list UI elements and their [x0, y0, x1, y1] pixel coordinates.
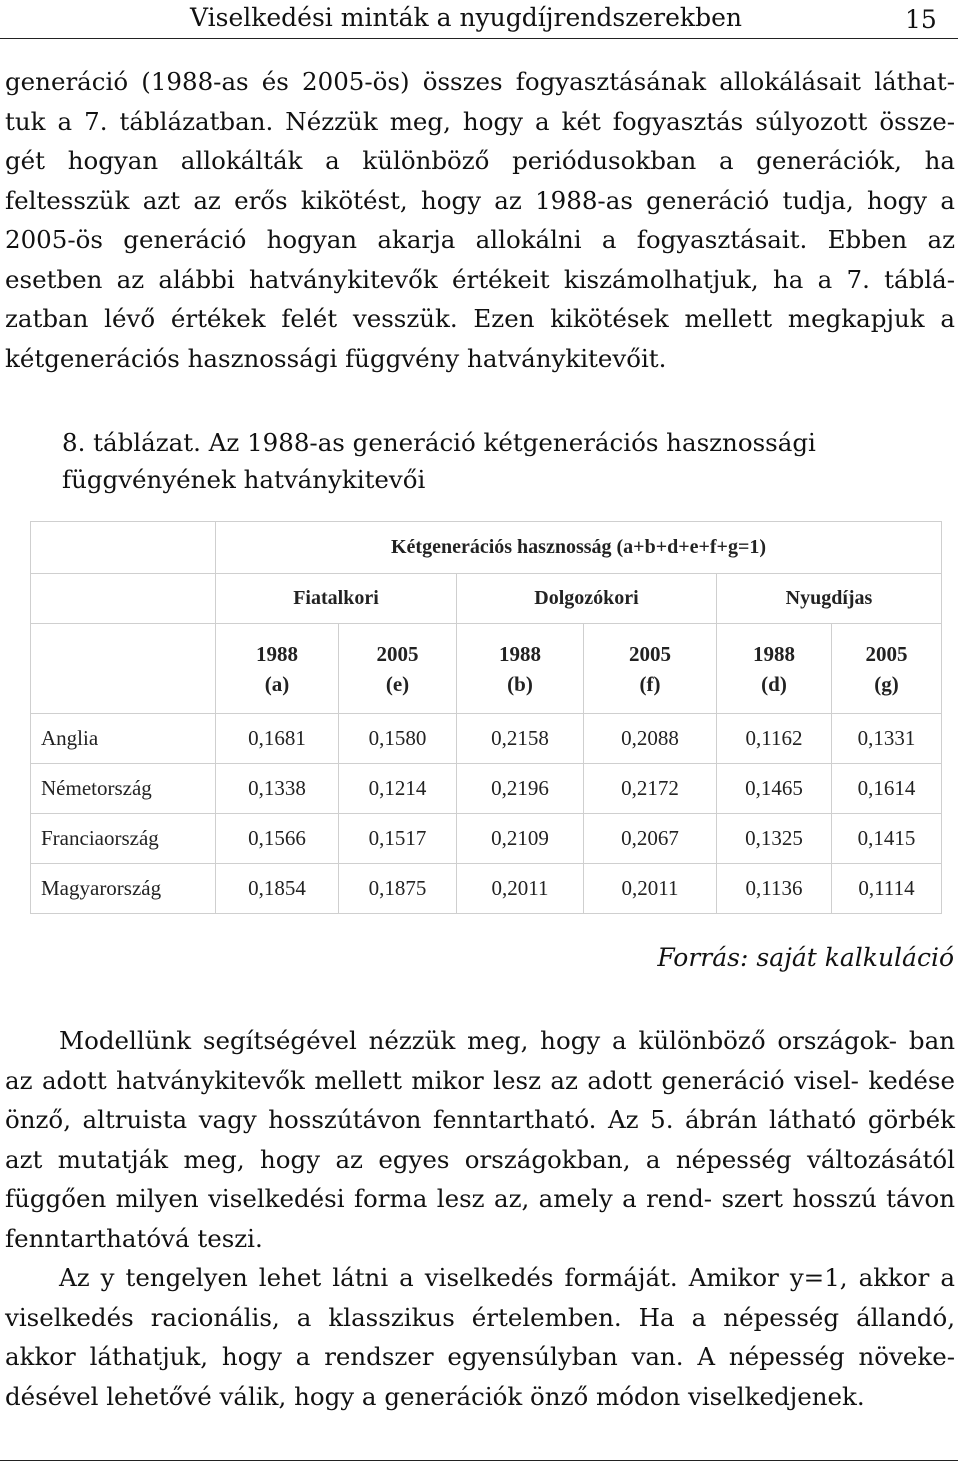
country-cell: Anglia: [31, 714, 216, 764]
value-cell: 0,1465: [717, 764, 832, 814]
intro-line: kétgenerációs hasznossági függvény hatványkitevőit.: [5, 343, 667, 373]
country-cell: Magyarország: [31, 864, 216, 914]
value-cell: 0,2011: [584, 864, 717, 914]
value-cell: 0,1214: [339, 764, 457, 814]
column-letter: (g): [874, 671, 899, 696]
column-year: 2005: [376, 641, 419, 666]
value-cell: 0,1415: [832, 814, 942, 864]
value-cell: 0,2172: [584, 764, 717, 814]
value-cell: 0,1517: [339, 814, 457, 864]
body-line: Az y tengelyen lehet látni a viselkedés formáját. Amikor y=1, akkor: [59, 1263, 930, 1292]
table-row: [31, 814, 942, 864]
value-cell: 0,1681: [216, 714, 339, 764]
value-cell: 0,2109: [457, 814, 584, 864]
value-cell: 0,1875: [339, 864, 457, 914]
intro-line: gét hogyan allokálták a különböző periódusokban a generációk, ha: [5, 146, 955, 175]
caption-label: 8. táblázat.: [62, 428, 201, 457]
country-cell: Franciaország: [31, 814, 216, 864]
intro-line: zatban lévő értékek felét vesszük. Ezen kikötések mellett megkapjuk a: [5, 304, 955, 333]
column-header: [457, 624, 584, 714]
value-cell: 0,1136: [717, 864, 832, 914]
body-paragraph-2: [5, 1258, 955, 1416]
column-letter: (e): [385, 671, 410, 696]
body-line: Modellünk segítségével nézzük meg, hogy a különböző országok-: [59, 1026, 898, 1055]
value-cell: 0,1580: [339, 714, 457, 764]
country-cell: Németország: [31, 764, 216, 814]
utility-exponents-table: [30, 521, 942, 914]
body-line: kedése önző, altruista vagy hosszútávon fenntartható. Az 5. ábrán: [5, 1065, 956, 1134]
value-cell: 0,1338: [216, 764, 339, 814]
value-cell: 0,1331: [832, 714, 942, 764]
running-header: [0, 0, 958, 39]
value-cell: 0,1325: [717, 814, 832, 864]
table-caption: [62, 424, 922, 498]
value-cell: 0,2158: [457, 714, 584, 764]
body-line: akkor láthatjuk, hogy a rendszer egyensúlyban van. A népesség növeke-: [5, 1342, 955, 1371]
column-header: [339, 624, 457, 714]
value-cell: 0,2067: [584, 814, 717, 864]
intro-line: generáció (1988-as és 2005-ös) összes fogyasztásának allokálásait láthat-: [5, 67, 955, 96]
value-cell: 0,2088: [584, 714, 717, 764]
body-line: látható görbék azt mutatják meg, hogy az egyes országokban, a népesség: [5, 1105, 956, 1174]
intro-line: tuk a 7. táblázatban. Nézzük meg, hogy a két fogyasztás súlyozott össze-: [5, 106, 955, 136]
table-row: [31, 864, 942, 914]
column-header: [584, 624, 717, 714]
footer-rule: [0, 1460, 958, 1461]
empty-corner-cell: [31, 624, 216, 714]
body-paragraph-1: [5, 1021, 955, 1258]
column-year: 1988: [499, 641, 541, 666]
body-line: változásától függően milyen viselkedési forma lesz az, amely a rend-: [5, 1144, 955, 1213]
empty-corner-cell: [31, 522, 216, 574]
column-year: 1988: [256, 641, 298, 666]
value-cell: 0,2196: [457, 764, 584, 814]
column-letter: (f): [639, 671, 661, 696]
column-letter: (a): [264, 671, 290, 696]
group-header: Fiatalkori: [216, 574, 457, 624]
table-row: [31, 764, 942, 814]
table-row: [31, 714, 942, 764]
column-header: [717, 624, 832, 714]
column-year: 2005: [865, 641, 908, 666]
body-line: désével lehetővé válik, hogy a generációk önző módon viselkedjenek.: [5, 1381, 865, 1411]
intro-line: feltesszük azt az erős kikötést, hogy az 1988-as generáció tudja, hogy a: [5, 185, 955, 215]
column-header: [832, 624, 942, 714]
column-header: [216, 624, 339, 714]
body-line: szert hosszú távon fenntarthatóvá teszi.: [5, 1184, 955, 1253]
intro-paragraph: [5, 62, 955, 378]
value-cell: 0,1854: [216, 864, 339, 914]
header-title: Viselkedési minták a nyugdíjrendszerekben: [190, 3, 742, 32]
value-cell: 0,1162: [717, 714, 832, 764]
column-letter: (d): [761, 671, 787, 696]
intro-line: 2005-ös generáció hogyan akarja allokálni a fogyasztásait. Ebben az: [5, 225, 955, 254]
body-line: ban az adott hatványkitevők mellett mikor lesz az adott generáció visel-: [5, 1026, 955, 1095]
body-line: a viselkedés racionális, a klasszikus értelemben. Ha a népesség állandó,: [5, 1263, 955, 1332]
intro-line: esetben az alábbi hatványkitevők értékeit kiszámolhatjuk, ha a 7. táblá-: [5, 264, 955, 294]
page-number: 15: [905, 5, 937, 34]
group-header: Nyugdíjas: [717, 574, 942, 624]
value-cell: 0,1614: [832, 764, 942, 814]
column-year: 1988: [753, 641, 795, 666]
column-year: 2005: [629, 641, 671, 666]
empty-corner-cell: [31, 574, 216, 624]
column-letter: (b): [507, 671, 533, 696]
group-header: Dolgozókori: [457, 574, 717, 624]
caption-text: Az 1988-as generáció kétgenerációs hasznossági függvényének hatványkitevői: [62, 428, 816, 494]
value-cell: 0,1114: [832, 864, 942, 914]
value-cell: 0,1566: [216, 814, 339, 864]
value-cell: 0,2011: [457, 864, 584, 914]
table-source-note: Forrás: saját kalkuláció: [657, 943, 954, 972]
table-title: Kétgenerációs hasznosság (a+b+d+e+f+g=1): [216, 522, 942, 574]
